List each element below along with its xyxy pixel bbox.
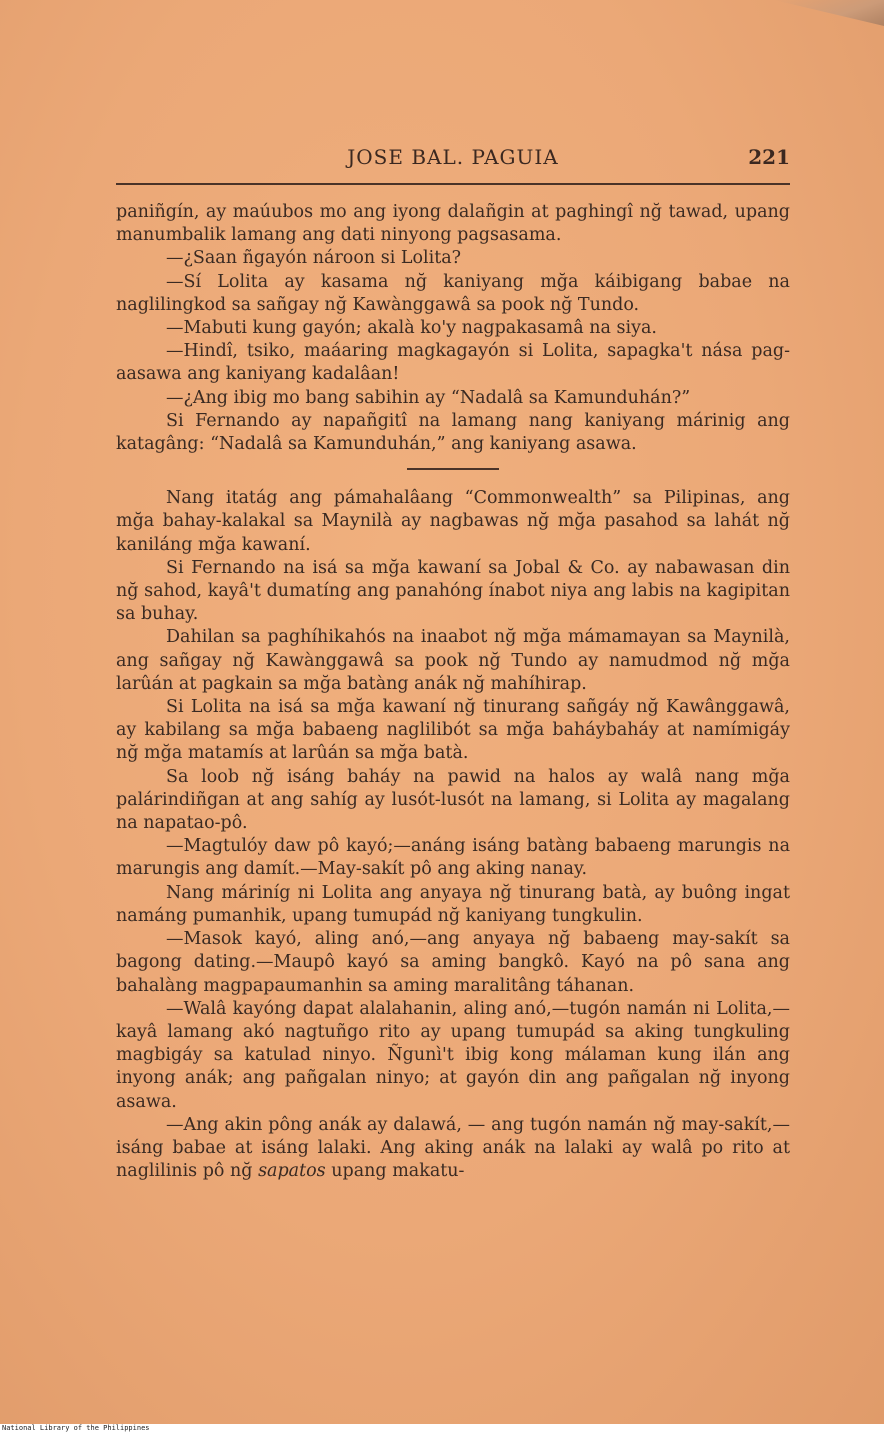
paragraph: —¿Saan ñgayón nároon si Lolita? bbox=[166, 248, 462, 269]
paragraph: Nang itatág ang pámahalâang “Commonwealth” sa Pilipinas, ang mğa bahay-kalakal sa Maynilà ay nagbawas nğ mğa pasahod sa lahát nğ kaniláng mğa kawaní. bbox=[116, 488, 790, 555]
paragraph: Si Fernando na isá sa mğa kawaní sa Jobal & Co. ay nabawasan din nğ sahod, kayâ't dumatíng ang panahóng ínabot niya ang labis na kagipitan sa buhay. bbox=[116, 557, 790, 625]
paragraph: Si Lolita na isá sa mğa kawaní nğ tinurang sañgáy nğ Kawânggawâ, ay kabilang sa mğa babaeng naglilibót sa mğa baháybaháy at namímigáy nğ mğa matamís at larûán sa mğa batà. bbox=[116, 697, 790, 764]
torn-corner bbox=[774, 0, 884, 26]
paragraph: —Masok kayó, aling anó,—ang anyaya nğ babaeng may-sakít sa bagong dating.—Maupô kayó sa aming bangkô. Kayó na pô sana ang bahalàng magpapaumanhin sa aming maralitâng táhanan. bbox=[116, 929, 790, 996]
page-header bbox=[116, 145, 790, 175]
paragraph: Dahilan sa paghíhikahós na inaabot nğ mğa mámamayan sa Maynilà, ang sañgay nğ Kawànggawâ sa pook nğ Tundo ay namudmod nğ mğa larûán at pagkain sa mğa batàng anák nğ mahíhirap. bbox=[116, 627, 790, 694]
paragraph: Nang máriníg ni Lolita ang anyaya nğ tinurang batà, ay buông ingat namáng pumanhik, upang tumupád nğ kaniyang tungkulin. bbox=[116, 882, 790, 926]
paragraph: —¿Ang ibig mo bang sabihin ay “Nadalâ sa Kamunduhán?” bbox=[166, 387, 691, 408]
page-number: 221 bbox=[748, 145, 790, 169]
running-head: JOSE BAL. PAGUIA bbox=[347, 145, 559, 169]
header-rule bbox=[116, 183, 790, 185]
italic-word: sapatos bbox=[258, 1161, 326, 1182]
paragraph: —Magtulóy daw pô kayó;—anáng isáng batàng babaeng marungis na marungis ang damít.—May-sakít pô ang aking nanay. bbox=[116, 836, 790, 880]
page-body bbox=[116, 201, 790, 1183]
paragraph: —Walâ kayóng dapat alalahanin, aling anó,—tugón namán ni Lolita,—kayâ lamang akó nagtuñgo rito ay upang tumupád sa aking tungkuling magbigáy sa katulad ninyo. Ñgunì't ibig kong málaman kung ilán ang inyong anák; ang pañgalan ninyo; at gayón din ang pañgalan nğ inyong asawa. bbox=[116, 998, 790, 1112]
paragraph bbox=[116, 1114, 790, 1184]
paragraph: —Hindî, tsiko, maáaring magkagayón si Lolita, sapagka't nása pag-aasawa ang kaniyang kadalâan! bbox=[116, 341, 790, 385]
paragraph: Sa loob nğ isáng baháy na pawid na halos ay walâ nang mğa palárindiñgan at ang sahíg ay lusót-lusót na lamang, si Lolita ay magalang na napatao-pô. bbox=[116, 766, 790, 834]
section-break-rule bbox=[407, 468, 499, 470]
paragraph: Si Fernando ay napañgitî na lamang nang kaniyang márinig ang katagâng: “Nadalâ sa Kamunduhán,” ang kaniyang asawa. bbox=[116, 410, 790, 455]
paragraph-text-end: upang makatu- bbox=[331, 1161, 465, 1182]
paragraph: —Sí Lolita ay kasama nğ kaniyang mğa káibigang babae na naglilingkod sa sañgay nğ Kawànggawâ sa pook nğ Tundo. bbox=[116, 271, 790, 315]
paragraph: —Mabuti kung gayón; akalà ko'y nagpakasamâ na siya. bbox=[166, 318, 657, 339]
paragraph: paniñgín, ay maúubos mo ang iyong dalañgin at paghingî nğ tawad, upang manumbalik lamang ang dati ninyong pagsasama. bbox=[116, 202, 790, 246]
archive-credit: National Library of the Philippines bbox=[0, 1424, 884, 1433]
paragraph-text: —Ang akin pông anák ay dalawá, — ang tugón namán nğ may-sakít,—isáng babae at isáng lalaki. Ang aking anák na lalaki ay walâ po rito at naglilinis pô nğ bbox=[116, 1114, 790, 1182]
